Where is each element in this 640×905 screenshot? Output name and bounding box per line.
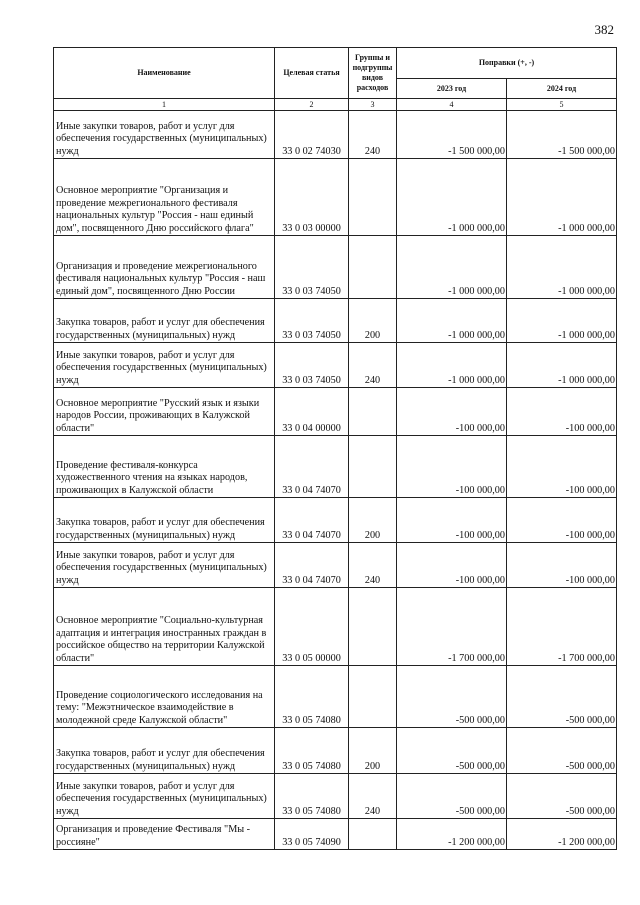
row-amount-2023: -1 000 000,00 bbox=[397, 299, 507, 343]
row-name: Проведение социологического исследования на тему: "Межэтническое взаимодействие в молодежной среде Калужской области" bbox=[54, 666, 275, 728]
row-amount-2023: -500 000,00 bbox=[397, 774, 507, 819]
row-amount-2024: -1 000 000,00 bbox=[507, 343, 617, 388]
header-year-2023: 2023 год bbox=[397, 79, 507, 99]
row-name: Закупка товаров, работ и услуг для обеспечения государственных (муниципальных) нужд bbox=[54, 498, 275, 543]
row-target-code: 33 0 03 74050 bbox=[275, 343, 349, 388]
row-group bbox=[349, 159, 397, 236]
header-groups: Группы и подгруппы видов расходов bbox=[349, 48, 397, 99]
row-amount-2023: -100 000,00 bbox=[397, 498, 507, 543]
header-name: Наименование bbox=[54, 48, 275, 99]
row-target-code: 33 0 05 74080 bbox=[275, 728, 349, 774]
row-group bbox=[349, 236, 397, 299]
row-target-code: 33 0 03 74050 bbox=[275, 299, 349, 343]
table-row bbox=[54, 159, 617, 236]
header-target: Целевая статья bbox=[275, 48, 349, 99]
row-target-code: 33 0 05 00000 bbox=[275, 588, 349, 666]
row-name: Закупка товаров, работ и услуг для обеспечения государственных (муниципальных) нужд bbox=[54, 728, 275, 774]
row-group: 200 bbox=[349, 498, 397, 543]
table-row bbox=[54, 343, 617, 388]
row-amount-2024: -1 000 000,00 bbox=[507, 159, 617, 236]
row-group: 200 bbox=[349, 299, 397, 343]
page-number: 382 bbox=[594, 22, 614, 37]
row-target-code: 33 0 05 74090 bbox=[275, 819, 349, 850]
row-group: 240 bbox=[349, 543, 397, 588]
row-name: Иные закупки товаров, работ и услуг для обеспечения государственных (муниципальных) нужд bbox=[54, 343, 275, 388]
row-amount-2024: -500 000,00 bbox=[507, 774, 617, 819]
column-number: 5 bbox=[507, 99, 617, 111]
row-name: Основное мероприятие "Социально-культурная адаптация и интеграция иностранных граждан в российское общество на территории Калужской области" bbox=[54, 588, 275, 666]
header-year-2024: 2024 год bbox=[507, 79, 617, 99]
table-row bbox=[54, 388, 617, 436]
row-target-code: 33 0 04 00000 bbox=[275, 388, 349, 436]
row-amount-2023: -1 000 000,00 bbox=[397, 159, 507, 236]
row-name: Иные закупки товаров, работ и услуг для обеспечения государственных (муниципальных) нужд bbox=[54, 774, 275, 819]
row-target-code: 33 0 02 74030 bbox=[275, 111, 349, 159]
row-group bbox=[349, 588, 397, 666]
row-amount-2024: -1 700 000,00 bbox=[507, 588, 617, 666]
row-amount-2023: -100 000,00 bbox=[397, 543, 507, 588]
table-row bbox=[54, 436, 617, 498]
row-target-code: 33 0 03 74050 bbox=[275, 236, 349, 299]
row-amount-2023: -1 700 000,00 bbox=[397, 588, 507, 666]
row-group: 200 bbox=[349, 728, 397, 774]
table-row bbox=[54, 498, 617, 543]
column-number: 3 bbox=[349, 99, 397, 111]
table-row bbox=[54, 543, 617, 588]
column-number: 1 bbox=[54, 99, 275, 111]
row-name: Основное мероприятие "Организация и проведение межрегионального фестиваля национальных культур "Россия - наш единый дом", посвященного Дню российского флага" bbox=[54, 159, 275, 236]
row-group: 240 bbox=[349, 774, 397, 819]
row-amount-2024: -1 200 000,00 bbox=[507, 819, 617, 850]
row-target-code: 33 0 03 00000 bbox=[275, 159, 349, 236]
table-row bbox=[54, 299, 617, 343]
row-amount-2024: -500 000,00 bbox=[507, 728, 617, 774]
table-row bbox=[54, 728, 617, 774]
budget-table bbox=[53, 47, 617, 850]
row-amount-2024: -1 500 000,00 bbox=[507, 111, 617, 159]
row-target-code: 33 0 04 74070 bbox=[275, 498, 349, 543]
row-amount-2023: -500 000,00 bbox=[397, 666, 507, 728]
row-amount-2023: -1 000 000,00 bbox=[397, 343, 507, 388]
row-group bbox=[349, 819, 397, 850]
row-amount-2024: -100 000,00 bbox=[507, 498, 617, 543]
row-amount-2023: -1 500 000,00 bbox=[397, 111, 507, 159]
row-name: Организация и проведение межрегионального фестиваля национальных культур "Россия - наш единый дом", посвященного Дню России bbox=[54, 236, 275, 299]
header-amendments: Поправки (+, -) bbox=[397, 48, 617, 79]
row-name: Основное мероприятие "Русский язык и языки народов России, проживающих в Калужской области" bbox=[54, 388, 275, 436]
column-number: 4 bbox=[397, 99, 507, 111]
table-row bbox=[54, 666, 617, 728]
row-target-code: 33 0 04 74070 bbox=[275, 543, 349, 588]
row-group: 240 bbox=[349, 343, 397, 388]
row-group bbox=[349, 666, 397, 728]
row-target-code: 33 0 05 74080 bbox=[275, 774, 349, 819]
row-amount-2024: -100 000,00 bbox=[507, 436, 617, 498]
row-group: 240 bbox=[349, 111, 397, 159]
table-row bbox=[54, 819, 617, 850]
row-name: Закупка товаров, работ и услуг для обеспечения государственных (муниципальных) нужд bbox=[54, 299, 275, 343]
table-row bbox=[54, 236, 617, 299]
row-group bbox=[349, 388, 397, 436]
row-amount-2023: -1 000 000,00 bbox=[397, 236, 507, 299]
row-amount-2023: -100 000,00 bbox=[397, 388, 507, 436]
table-row bbox=[54, 588, 617, 666]
row-name: Иные закупки товаров, работ и услуг для обеспечения государственных (муниципальных) нужд bbox=[54, 543, 275, 588]
row-amount-2024: -500 000,00 bbox=[507, 666, 617, 728]
column-number: 2 bbox=[275, 99, 349, 111]
row-amount-2023: -100 000,00 bbox=[397, 436, 507, 498]
row-name: Организация и проведение Фестиваля "Мы - россияне" bbox=[54, 819, 275, 850]
row-name: Иные закупки товаров, работ и услуг для обеспечения государственных (муниципальных) нужд bbox=[54, 111, 275, 159]
row-amount-2024: -1 000 000,00 bbox=[507, 236, 617, 299]
column-number-row bbox=[54, 99, 617, 111]
table-row bbox=[54, 111, 617, 159]
row-name: Проведение фестиваля-конкурса художественного чтения на языках народов, проживающих в Калужской области bbox=[54, 436, 275, 498]
row-amount-2024: -100 000,00 bbox=[507, 388, 617, 436]
row-target-code: 33 0 05 74080 bbox=[275, 666, 349, 728]
table-row bbox=[54, 774, 617, 819]
row-amount-2024: -100 000,00 bbox=[507, 543, 617, 588]
row-amount-2024: -1 000 000,00 bbox=[507, 299, 617, 343]
row-amount-2023: -1 200 000,00 bbox=[397, 819, 507, 850]
row-target-code: 33 0 04 74070 bbox=[275, 436, 349, 498]
row-amount-2023: -500 000,00 bbox=[397, 728, 507, 774]
row-group bbox=[349, 436, 397, 498]
